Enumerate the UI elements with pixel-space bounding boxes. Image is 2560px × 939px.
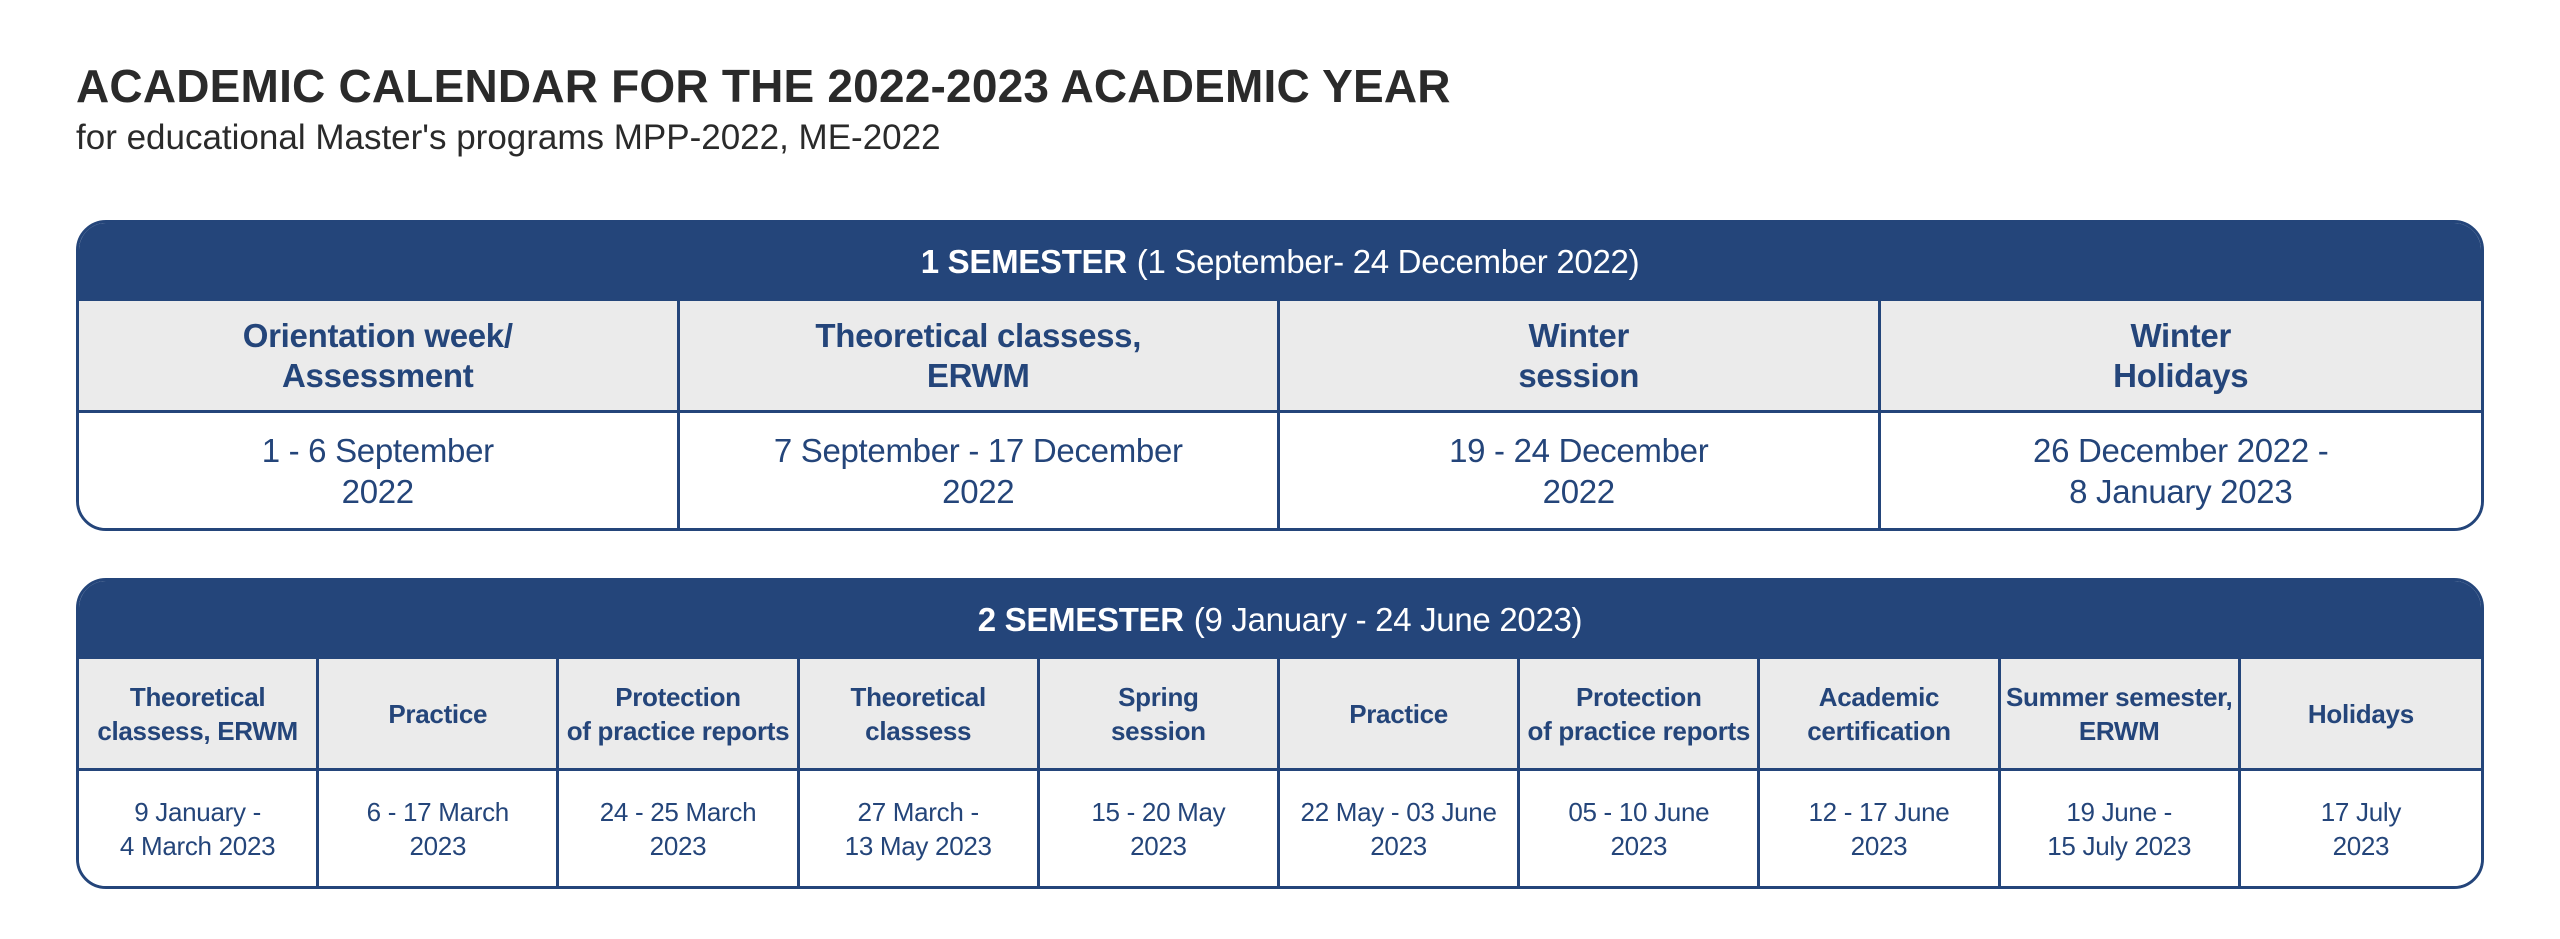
s2-period-header: Academic certification	[1760, 659, 2000, 771]
s2-period-dates: 24 - 25 March 2023	[559, 771, 799, 886]
s2-period-header: Protection of practice reports	[1520, 659, 1760, 771]
s2-period-header: Spring session	[1040, 659, 1280, 771]
page-subtitle: for educational Master's programs MPP-2022, ME-2022	[76, 118, 941, 157]
semester-1-name: 1 SEMESTER	[920, 243, 1127, 280]
s2-period-header: Theoretical classess, ERWM	[79, 659, 319, 771]
s2-period-dates: 05 - 10 June 2023	[1520, 771, 1760, 886]
s1-period-dates: 7 September - 17 December 2022	[680, 413, 1281, 528]
semester-1-table	[76, 220, 2484, 531]
s2-period-dates: 17 July 2023	[2241, 771, 2481, 886]
s2-period-dates: 27 March - 13 May 2023	[800, 771, 1040, 886]
s2-period-dates: 22 May - 03 June 2023	[1280, 771, 1520, 886]
semester-2-header	[79, 581, 2481, 659]
s1-period-dates: 26 December 2022 - 8 January 2023	[1881, 413, 2482, 528]
calendar-page	[76, 58, 2484, 861]
s2-period-header: Practice	[1280, 659, 1520, 771]
s2-period-dates: 19 June - 15 July 2023	[2001, 771, 2241, 886]
semester-2-grid	[79, 659, 2481, 886]
semester-2-table	[76, 578, 2484, 889]
s1-period-header: Winter Holidays	[1881, 301, 2482, 413]
s2-period-dates: 12 - 17 June 2023	[1760, 771, 2000, 886]
s2-period-dates: 9 January - 4 March 2023	[79, 771, 319, 886]
s2-period-dates: 15 - 20 May 2023	[1040, 771, 1280, 886]
s1-period-header: Theoretical classess, ERWM	[680, 301, 1281, 413]
semester-1-range: (1 September- 24 December 2022)	[1136, 243, 1640, 280]
semester-2-name: 2 SEMESTER	[977, 601, 1184, 638]
page-title: ACADEMIC CALENDAR FOR THE 2022-2023 ACADEMIC YEAR	[76, 60, 1451, 112]
s2-period-dates: 6 - 17 March 2023	[319, 771, 559, 886]
s1-period-dates: 1 - 6 September 2022	[79, 413, 680, 528]
s2-period-header: Summer semester, ERWM	[2001, 659, 2241, 771]
semester-1-grid	[79, 301, 2481, 528]
s1-period-dates: 19 - 24 December 2022	[1280, 413, 1881, 528]
s2-period-header: Theoretical classess	[800, 659, 1040, 771]
semester-2-range: (9 January - 24 June 2023)	[1193, 601, 1583, 638]
s1-period-header: Orientation week/ Assessment	[79, 301, 680, 413]
s2-period-header: Holidays	[2241, 659, 2481, 771]
semester-1-header	[79, 223, 2481, 301]
s2-period-header: Protection of practice reports	[559, 659, 799, 771]
s2-period-header: Practice	[319, 659, 559, 771]
s1-period-header: Winter session	[1280, 301, 1881, 413]
